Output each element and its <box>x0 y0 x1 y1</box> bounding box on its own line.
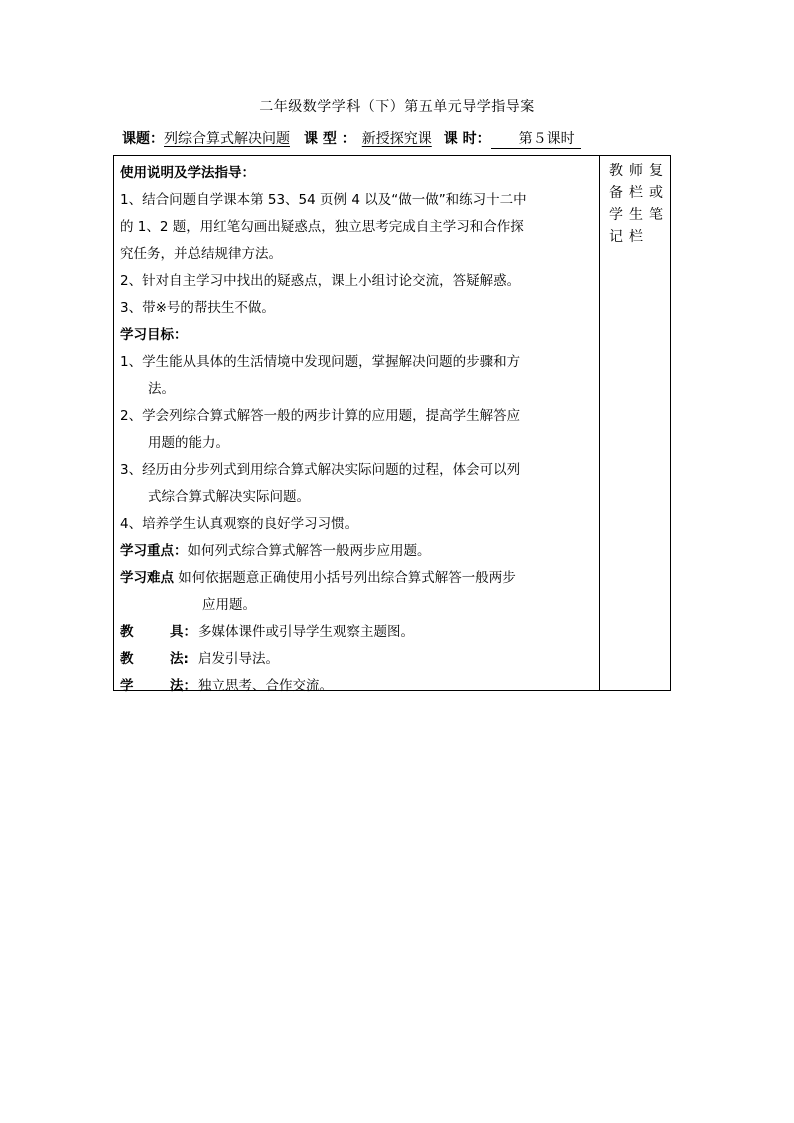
notes-char: 记 <box>609 229 623 245</box>
notes-char: 生 <box>629 207 643 223</box>
instruction-line: 3、带※号的帮扶生不做。 <box>120 300 275 316</box>
notes-char: 笔 <box>649 207 663 223</box>
key-point-row <box>120 538 593 565</box>
goals-heading: 学习目标： <box>120 327 188 343</box>
teach-method-row <box>120 646 593 673</box>
notes-char <box>646 226 666 248</box>
document-title: 二年级数学学科（下）第五单元导学指导案 <box>259 99 535 115</box>
notes-char: 复 <box>649 163 663 179</box>
instructions-heading: 使用说明及学法指导： <box>120 165 255 181</box>
instruction-line: 1、结合问题自学课本第 53、54 页例 4 以及“做一做”和练习十二中 <box>120 192 527 208</box>
difficulty-row-continued: 应用题。 <box>202 597 256 613</box>
learn-method-row <box>120 673 593 700</box>
notes-column-header <box>606 160 670 248</box>
tools-value: 多媒体课件或引导学生观察主题图。 <box>198 624 414 640</box>
tools-row <box>120 619 593 646</box>
goal-line-continued: 用题的能力。 <box>148 435 229 451</box>
instruction-line: 的 1、2 题，用红笔勾画出疑惑点，独立思考完成自主学习和合作探 <box>120 219 524 235</box>
notes-char: 师 <box>629 163 643 179</box>
lesson-meta-line <box>122 128 581 149</box>
teach-method-value: 启发引导法。 <box>198 651 279 667</box>
teach-method-label: 教 法: <box>120 651 189 667</box>
topic-value: 列综合算式解决问题 <box>164 131 290 147</box>
difficulty-row <box>120 565 593 592</box>
goal-line-continued: 法。 <box>148 381 175 397</box>
guide-content-cell <box>114 156 600 694</box>
tools-label: 教 具： <box>120 624 197 640</box>
goal-line-continued: 式综合算式解决实际问题。 <box>148 489 310 505</box>
notes-char: 备 <box>609 185 623 201</box>
topic-label: 课题： <box>122 131 164 147</box>
key-point-label: 学习重点： <box>120 543 188 559</box>
time-label: 课 时： <box>443 131 491 147</box>
key-point-value: 如何列式综合算式解答一般两步应用题。 <box>187 543 431 559</box>
learn-method-label: 学 法： <box>120 678 197 694</box>
difficulty-value: 如何依据题意正确使用小括号列出综合算式解答一般两步 <box>178 570 516 586</box>
notes-char: 学 <box>609 207 623 223</box>
instruction-line: 究任务，并总结规律方法。 <box>120 246 282 262</box>
notes-char: 或 <box>649 185 663 201</box>
notes-char: 栏 <box>629 185 643 201</box>
time-value: 第５课时 <box>491 131 581 149</box>
goal-line: 4、培养学生认真观察的良好学习习惯。 <box>120 516 359 532</box>
instruction-line: 2、针对自主学习中找出的疑惑点，课上小组讨论交流，答疑解惑。 <box>120 273 521 289</box>
notes-column-cell <box>600 156 670 690</box>
goal-line: 2、学会列综合算式解答一般的两步计算的应用题，提高学生解答应 <box>120 408 521 424</box>
notes-char: 教 <box>609 163 623 179</box>
notes-char: 栏 <box>629 229 643 245</box>
learn-method-value: 独立思考、合作交流。 <box>198 678 333 694</box>
type-label: 课 型 ： <box>304 131 356 147</box>
difficulty-label: 学习难点 <box>120 570 174 586</box>
guide-table <box>113 155 671 694</box>
goal-line: 1、学生能从具体的生活情境中发现问题，掌握解决问题的步骤和方 <box>120 354 521 370</box>
goal-line: 3、经历由分步列式到用综合算式解决实际问题的过程，体会可以列 <box>120 462 521 478</box>
type-value: 新授探究课 <box>361 131 432 147</box>
